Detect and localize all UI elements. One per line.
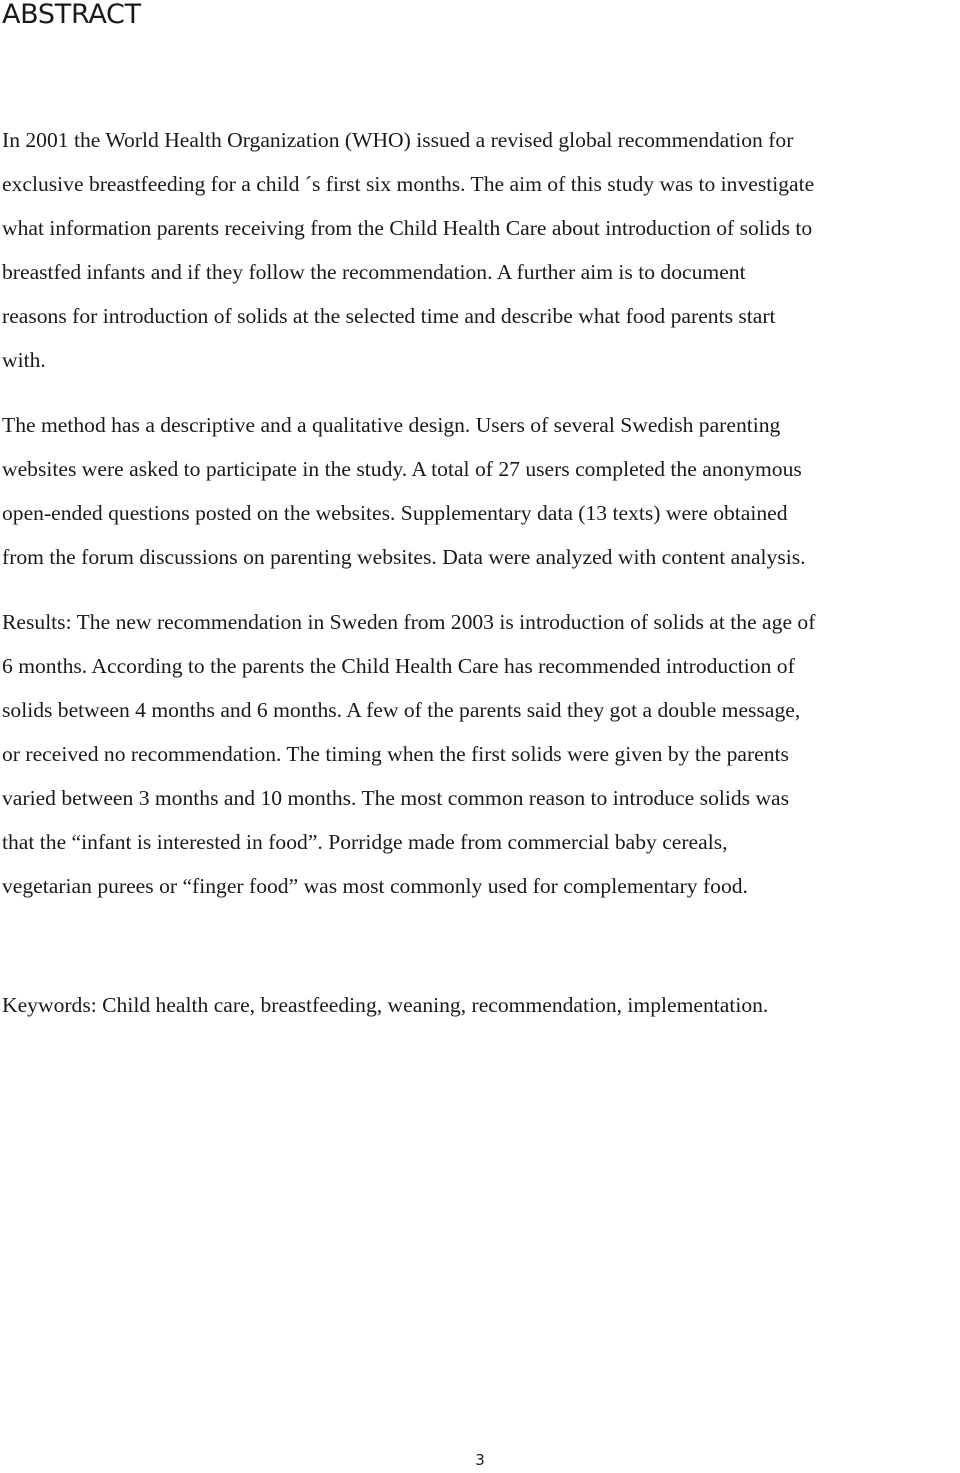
text-line: vegetarian purees or “finger food” was most commonly used for complementary food.: [2, 874, 748, 898]
text-line: varied between 3 months and 10 months. The most common reason to introduce solids was: [2, 786, 790, 810]
abstract-paragraph-results: [2, 600, 960, 908]
text-line: solids between 4 months and 6 months. A few of the parents said they got a double message,: [2, 698, 801, 722]
text-line: breastfed infants and if they follow the recommendation. A further aim is to document: [2, 260, 746, 284]
page-heading: ABSTRACT: [2, 0, 141, 30]
text-line: exclusive breastfeeding for a child ´s first six months. The aim of this study was to investigate: [2, 172, 815, 196]
text-line: with.: [2, 348, 46, 372]
text-line: from the forum discussions on parenting websites. Data were analyzed with content analysis.: [2, 545, 806, 569]
text-line: Results: The new recommendation in Sweden from 2003 is introduction of solids at the age of: [2, 610, 816, 634]
text-line: The method has a descriptive and a qualitative design. Users of several Swedish parenting: [2, 413, 781, 437]
abstract-paragraph-method: [2, 403, 960, 579]
text-line: open-ended questions posted on the websites. Supplementary data (13 texts) were obtained: [2, 501, 788, 525]
page-number: 3: [475, 1451, 485, 1469]
abstract-keywords: [2, 983, 960, 1027]
text-line: Keywords: Child health care, breastfeeding, weaning, recommendation, implementation.: [2, 993, 769, 1017]
text-line: what information parents receiving from the Child Health Care about introduction of solids to: [2, 216, 813, 240]
abstract-paragraph-intro: [2, 118, 960, 382]
text-line: or received no recommendation. The timing when the first solids were given by the parents: [2, 742, 789, 766]
text-line: In 2001 the World Health Organization (WHO) issued a revised global recommendation for: [2, 128, 794, 152]
text-line: that the “infant is interested in food”. Porridge made from commercial baby cereals,: [2, 830, 728, 854]
text-line: 6 months. According to the parents the Child Health Care has recommended introduction of: [2, 654, 795, 678]
text-line: reasons for introduction of solids at the selected time and describe what food parents start: [2, 304, 776, 328]
text-line: websites were asked to participate in the study. A total of 27 users completed the anonymous: [2, 457, 802, 481]
